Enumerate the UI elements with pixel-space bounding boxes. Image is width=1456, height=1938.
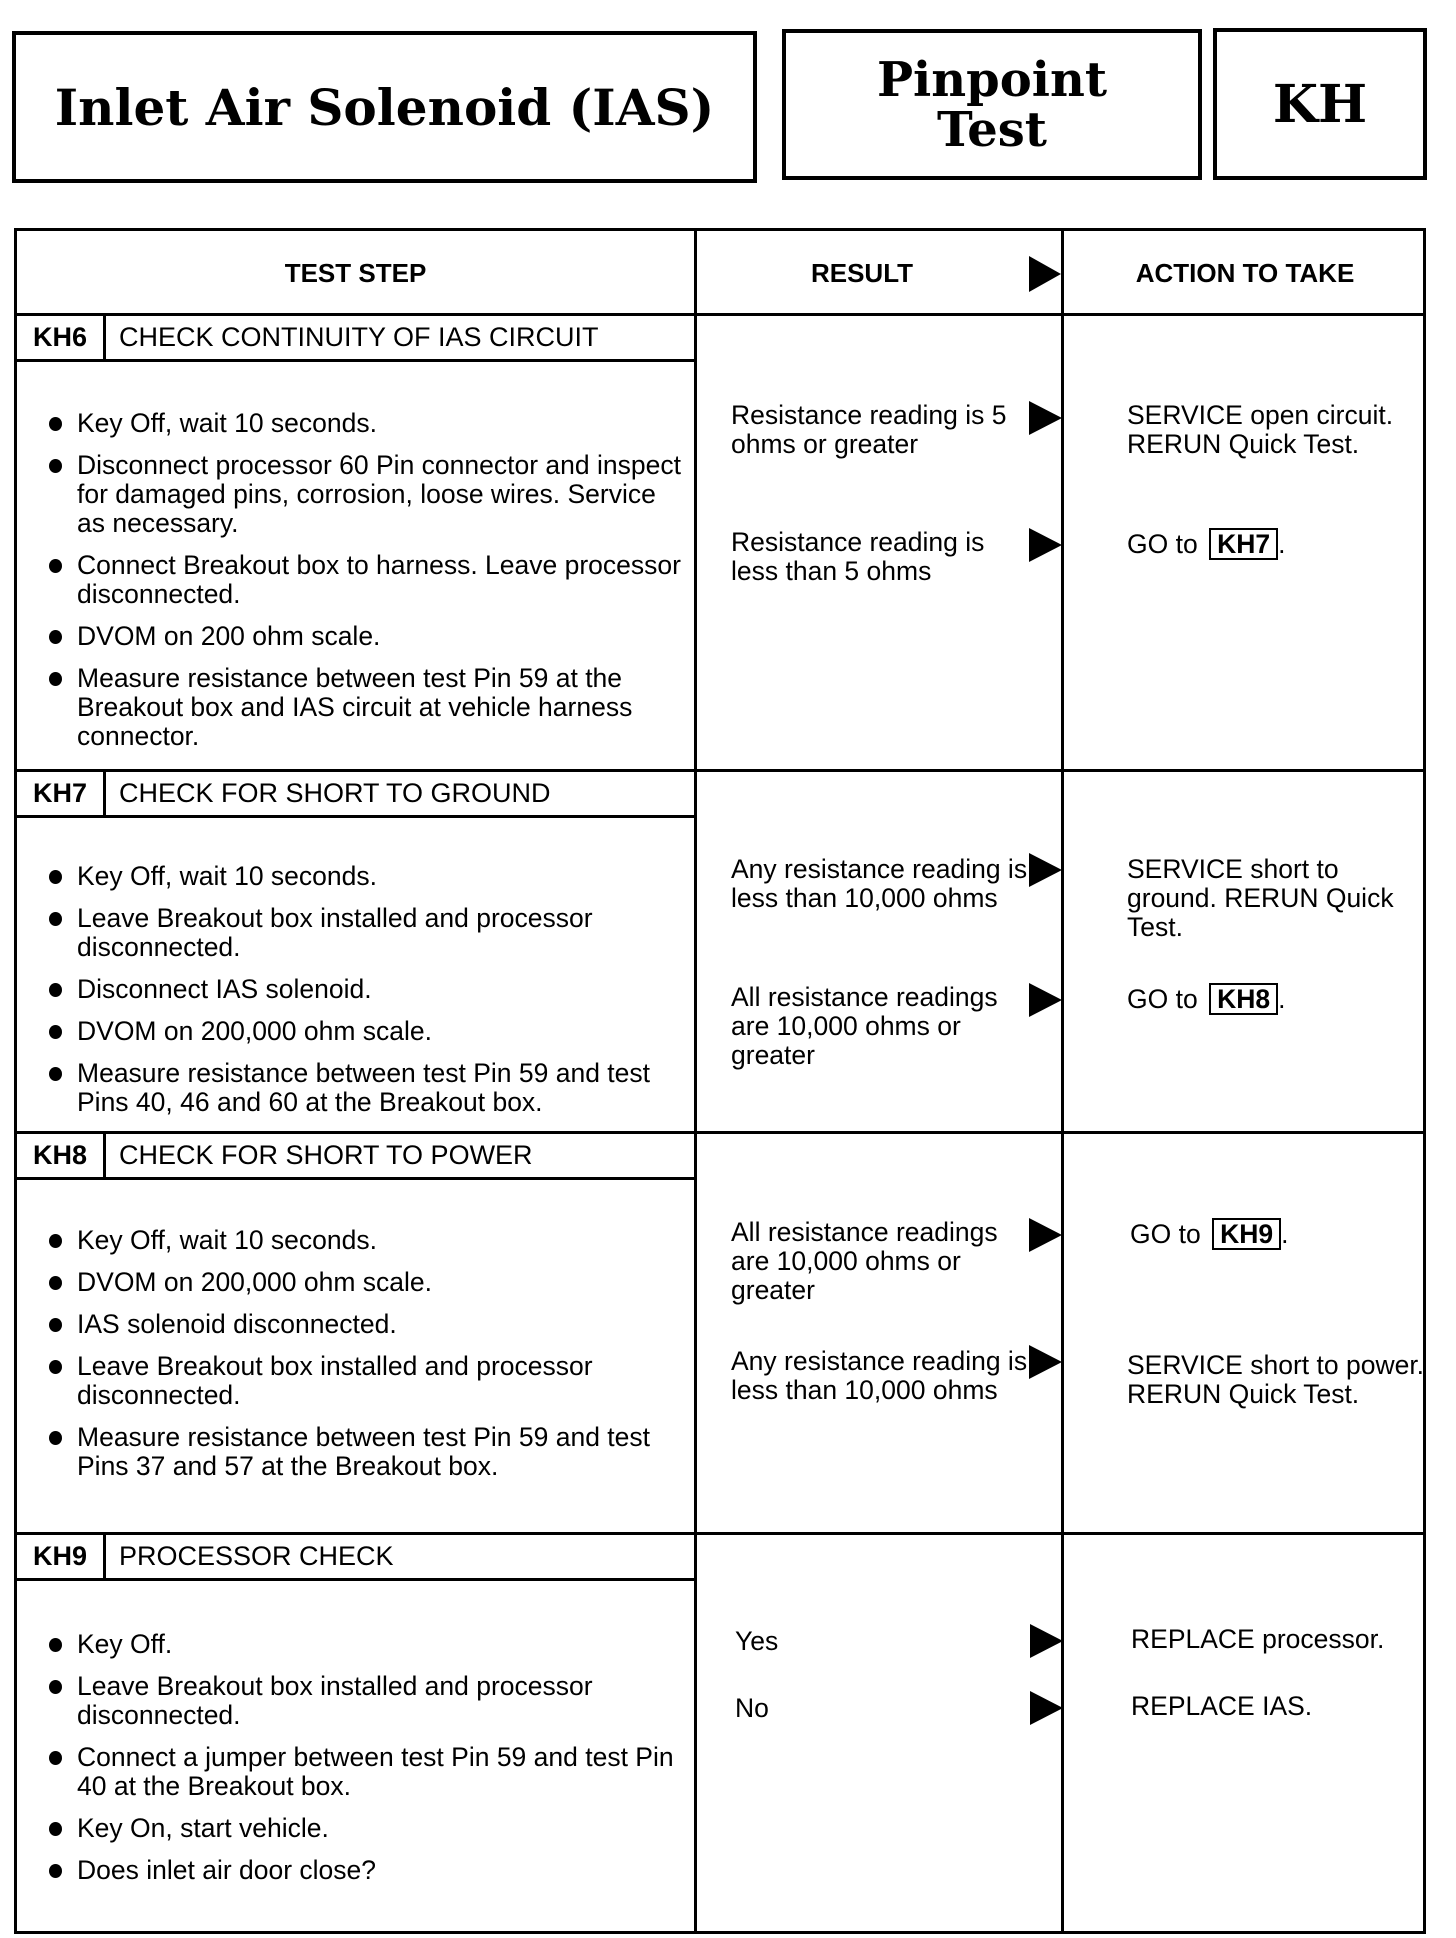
- subtitle-line-1: Pinpoint: [876, 51, 1108, 108]
- action-goto: [1127, 983, 1427, 1015]
- action-text: REPLACE IAS.: [1131, 1691, 1313, 1721]
- bullet-icon: [49, 1360, 62, 1374]
- step-header-kh7: [17, 772, 694, 818]
- column-divider-action: [1061, 231, 1064, 1931]
- goto-step-link-kh8[interactable]: KH8: [1209, 983, 1278, 1015]
- step-title: PROCESSOR CHECK: [119, 1541, 394, 1571]
- action-goto-suffix: .: [1281, 1219, 1289, 1249]
- step-id: KH6: [17, 316, 106, 359]
- action-goto-text: GO to: [1127, 984, 1198, 1014]
- result-arrow-icon: [1029, 1345, 1062, 1379]
- step-instructions-kh9: [47, 1630, 687, 1898]
- result-arrow-icon: [1029, 983, 1062, 1017]
- instruction-text: Key Off, wait 10 seconds.: [77, 408, 378, 438]
- instruction-text: Leave Breakout box installed and processor disconnected.: [77, 903, 593, 962]
- pinpoint-test-box: [782, 29, 1202, 180]
- result-arrow-icon: [1029, 528, 1062, 562]
- bullet-icon: [49, 417, 62, 431]
- column-header-action: ACTION TO TAKE: [1135, 258, 1355, 288]
- instruction-item: [47, 451, 687, 538]
- bullet-icon: [49, 672, 62, 686]
- instruction-text: Measure resistance between test Pin 59 and test Pins 40, 46 and 60 at the Breakout box.: [77, 1058, 651, 1117]
- result-text: Any resistance reading is less than 10,000 ohms: [731, 854, 1028, 913]
- step-header-kh6: [17, 316, 694, 362]
- bullet-icon: [49, 1318, 62, 1332]
- instruction-item: [47, 1743, 687, 1801]
- result-arrow-icon: [1029, 1218, 1062, 1252]
- column-header-test-step: TEST STEP: [284, 258, 427, 288]
- result-text: Resistance reading is less than 5 ohms: [731, 527, 985, 586]
- action-goto: [1127, 528, 1427, 560]
- instruction-item: [47, 1814, 687, 1843]
- bullet-icon: [49, 459, 62, 473]
- instruction-item: [47, 1423, 687, 1481]
- bullet-icon: [49, 1638, 62, 1652]
- instruction-text: Leave Breakout box installed and processor disconnected.: [77, 1671, 593, 1730]
- title-box: [12, 31, 757, 183]
- instruction-item: [47, 1310, 687, 1339]
- instruction-item: [47, 904, 687, 962]
- header-arrow-icon: [1029, 256, 1061, 292]
- instruction-text: Does inlet air door close?: [77, 1855, 377, 1885]
- step-id: KH7: [17, 772, 106, 815]
- instruction-text: IAS solenoid disconnected.: [77, 1309, 397, 1339]
- instruction-item: [47, 1672, 687, 1730]
- instruction-text: DVOM on 200 ohm scale.: [77, 621, 381, 651]
- step-instructions-kh7: [47, 862, 687, 1130]
- instruction-item: [47, 975, 687, 1004]
- bullet-icon: [49, 1822, 62, 1836]
- instruction-text: Key On, start vehicle.: [77, 1813, 329, 1843]
- instruction-text: Measure resistance between test Pin 59 at the Breakout box and IAS circuit at vehicle harness connector.: [77, 663, 633, 751]
- action-text: SERVICE open circuit. RERUN Quick Test.: [1127, 400, 1394, 459]
- instruction-item: [47, 1017, 687, 1046]
- column-header-result: RESULT: [810, 258, 914, 288]
- result-arrow-icon: [1029, 853, 1062, 887]
- bullet-icon: [49, 1431, 62, 1445]
- instruction-text: Disconnect processor 60 Pin connector and inspect for damaged pins, corrosion, loose wires. Service as necessary.: [77, 450, 681, 538]
- instruction-text: Key Off, wait 10 seconds.: [77, 1225, 378, 1255]
- column-divider-result: [694, 231, 697, 1931]
- bullet-icon: [49, 1751, 62, 1765]
- goto-step-link-kh7[interactable]: KH7: [1209, 528, 1278, 560]
- step-title: CHECK FOR SHORT TO GROUND: [119, 778, 551, 808]
- instruction-item: [47, 1352, 687, 1410]
- instruction-text: Connect a jumper between test Pin 59 and test Pin 40 at the Breakout box.: [77, 1742, 674, 1801]
- instruction-text: Leave Breakout box installed and processor disconnected.: [77, 1351, 593, 1410]
- instruction-item: [47, 664, 687, 751]
- step-header-kh8: [17, 1134, 694, 1180]
- step-id: KH8: [17, 1134, 106, 1177]
- instruction-text: Key Off.: [77, 1629, 173, 1659]
- action-goto-text: GO to: [1127, 529, 1198, 559]
- bullet-icon: [49, 630, 62, 644]
- instruction-item: [47, 1268, 687, 1297]
- instruction-item: [47, 1226, 687, 1255]
- step-instructions-kh6: [47, 409, 687, 764]
- bullet-icon: [49, 1067, 62, 1081]
- instruction-text: DVOM on 200,000 ohm scale.: [77, 1016, 432, 1046]
- action-text: REPLACE processor.: [1131, 1624, 1385, 1654]
- action-goto-text: GO to: [1130, 1219, 1201, 1249]
- result-text: Any resistance reading is less than 10,000 ohms: [731, 1346, 1028, 1405]
- action-goto-suffix: .: [1278, 529, 1286, 559]
- bullet-icon: [49, 1864, 62, 1878]
- result-text: All resistance readings are 10,000 ohms or greater: [731, 1217, 998, 1305]
- subtitle-line-2: Test: [937, 101, 1047, 158]
- result-no: No: [735, 1693, 769, 1723]
- instruction-text: Measure resistance between test Pin 59 and test Pins 37 and 57 at the Breakout box.: [77, 1422, 651, 1481]
- bullet-icon: [49, 1025, 62, 1039]
- bullet-icon: [49, 870, 62, 884]
- instruction-text: DVOM on 200,000 ohm scale.: [77, 1267, 432, 1297]
- step-instructions-kh8: [47, 1226, 687, 1494]
- result-text: Resistance reading is 5 ohms or greater: [731, 400, 1007, 459]
- page-title: Inlet Air Solenoid (IAS): [54, 77, 715, 137]
- instruction-item: [47, 622, 687, 651]
- bullet-icon: [49, 983, 62, 997]
- action-text: SERVICE short to ground. RERUN Quick Test.: [1127, 854, 1394, 942]
- instruction-item: [47, 1856, 687, 1885]
- pinpoint-table: [14, 228, 1426, 1934]
- step-title: CHECK FOR SHORT TO POWER: [119, 1140, 533, 1170]
- instruction-item: [47, 1630, 687, 1659]
- result-arrow-icon: [1030, 1691, 1063, 1725]
- result-text: All resistance readings are 10,000 ohms or greater: [731, 982, 998, 1070]
- instruction-item: [47, 1059, 687, 1117]
- goto-step-link-kh9[interactable]: KH9: [1212, 1218, 1281, 1250]
- bullet-icon: [49, 912, 62, 926]
- instruction-item: [47, 862, 687, 891]
- bullet-icon: [49, 1680, 62, 1694]
- bullet-icon: [49, 559, 62, 573]
- action-text: SERVICE short to power. RERUN Quick Test.: [1127, 1350, 1425, 1409]
- result-arrow-icon: [1030, 1624, 1063, 1658]
- instruction-text: Disconnect IAS solenoid.: [77, 974, 372, 1004]
- instruction-item: [47, 551, 687, 609]
- instruction-text: Connect Breakout box to harness. Leave processor disconnected.: [77, 550, 681, 609]
- instruction-text: Key Off, wait 10 seconds.: [77, 861, 378, 891]
- action-goto-suffix: .: [1278, 984, 1286, 1014]
- step-title: CHECK CONTINUITY OF IAS CIRCUIT: [119, 322, 599, 352]
- bullet-icon: [49, 1276, 62, 1290]
- test-code-box: [1213, 28, 1427, 180]
- instruction-item: [47, 409, 687, 438]
- step-id: KH9: [17, 1535, 106, 1578]
- result-yes: Yes: [735, 1626, 779, 1656]
- result-arrow-icon: [1029, 401, 1062, 435]
- test-code: KH: [1272, 73, 1368, 135]
- step-header-kh9: [17, 1535, 694, 1581]
- bullet-icon: [49, 1234, 62, 1248]
- action-goto: [1130, 1218, 1430, 1250]
